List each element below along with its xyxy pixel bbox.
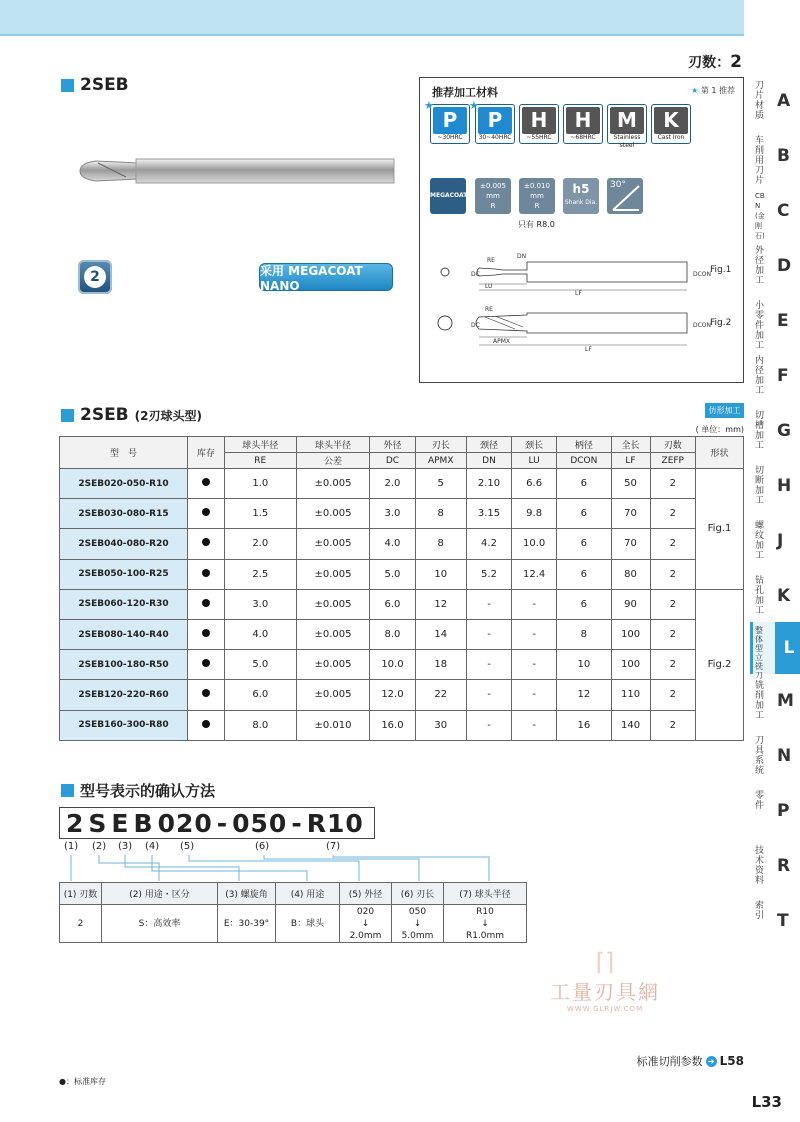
header-tol: 公差 xyxy=(296,453,370,469)
tab-m[interactable]: 铣削加工 M xyxy=(755,681,794,721)
stock-dot-icon xyxy=(202,599,210,607)
tab-f[interactable]: 内径加工 F xyxy=(755,356,789,396)
svg-text:RE: RE xyxy=(485,306,493,313)
header-zefp: ZEFP xyxy=(650,453,696,469)
header-re: RE xyxy=(224,453,296,469)
material-p-30-40: ★ P 30~40HRC xyxy=(475,104,515,144)
stock-dot-icon xyxy=(202,689,210,697)
helix-angle-icon: 30° xyxy=(607,178,643,214)
tab-d[interactable]: 外径加工 D xyxy=(755,246,792,286)
stock-dot-icon xyxy=(202,478,210,486)
tolerance-010-icon: ±0.010 mm R xyxy=(519,178,555,214)
star-icon: ★ xyxy=(691,86,699,95)
section-square-icon xyxy=(61,409,74,422)
fig1-drawing xyxy=(435,246,715,296)
table-row: 2SEB060-120-R30 3.0 ±0.005 6.0 12 - - 6 90 2 Fig.2 xyxy=(60,589,744,619)
svg-text:LF: LF xyxy=(575,290,582,296)
table-row: 2SEB020-050-R10 1.0 ±0.005 2.0 5 2.10 6.6 6 50 2 Fig.1 xyxy=(60,469,744,499)
materials-box xyxy=(419,77,744,383)
star-icon: ★ xyxy=(469,99,479,112)
megacoat-label: 采用 MEGACOAT NANO xyxy=(259,263,393,291)
tab-t[interactable]: 索引 T xyxy=(755,901,789,931)
stock-dot-icon xyxy=(202,538,210,546)
fig2-drawing xyxy=(435,303,715,353)
stock-dot-icon xyxy=(202,659,210,667)
code-index: (2) xyxy=(92,841,107,852)
svg-text:DCON: DCON xyxy=(693,322,712,329)
table-row: 2SEB040-080-R20 2.0 ±0.005 4.0 8 4.2 10.0 6 70 2 xyxy=(60,529,744,559)
code-index: (1) xyxy=(64,841,79,852)
materials-title: 推荐加工材料 xyxy=(432,86,498,99)
tool-illustration xyxy=(78,153,396,189)
code-connectors xyxy=(59,853,529,883)
header-shape: 形状 xyxy=(696,437,744,469)
code-index: (3) xyxy=(118,841,133,852)
tab-p[interactable]: 零件 P xyxy=(755,791,790,821)
code-index: (5) xyxy=(180,841,195,852)
stock-dot-icon xyxy=(202,569,210,577)
stock-legend: ●：标准库存 xyxy=(59,1077,106,1086)
star-icon: ★ xyxy=(424,99,434,112)
unit-note: ( 单位：mm) xyxy=(695,425,744,434)
header-dcon: DCON xyxy=(557,453,611,469)
tolerance-005-icon: ±0.005 mm R xyxy=(475,178,511,214)
cutting-params-link[interactable]: 标准切削参数 ➔ L58 xyxy=(636,1054,744,1068)
table-row: 2SEB120-220-R60 6.0 ±0.005 12.0 22 - - 12 110 2 xyxy=(60,680,744,710)
tab-n[interactable]: 刀具系统 N xyxy=(755,736,792,776)
svg-text:LF: LF xyxy=(585,346,592,353)
svg-text:DC: DC xyxy=(471,271,480,278)
tab-l[interactable]: 整体型立铣刀 L xyxy=(750,622,800,674)
code-table: (1) 刃数 (2) 用途・区分 (3) 螺旋角 (4) 用途 (5) 外径 (6) 刃长 (7) 球头半径 2 S：高效率 E：30-39° B：球头 020 ↓ 2.0mm 050 ↓ 5.0mm R10 ↓ R1.0mm xyxy=(59,882,527,943)
header-lf-cn: 全长 xyxy=(611,437,650,453)
watermark: ⌈⌉ 工量刃具網 WWW.GLRJW.COM xyxy=(540,948,670,1013)
spec-table xyxy=(59,436,744,741)
svg-text:DCON: DCON xyxy=(693,271,712,278)
material-k-cast-iron: K Cast Iron xyxy=(651,104,691,144)
blades-count: 刃数：2 xyxy=(688,52,742,72)
tab-k[interactable]: 钻孔加工 K xyxy=(755,576,791,616)
tab-c[interactable]: CBN (金刚石) C xyxy=(755,192,790,240)
header-dc-cn: 外径 xyxy=(370,437,415,453)
svg-text:DC: DC xyxy=(471,322,480,329)
shape-fig2: Fig.2 xyxy=(696,589,744,740)
tab-j[interactable]: 螺纹加工 J xyxy=(755,521,784,561)
header-apmx: APMX xyxy=(415,453,466,469)
only-r8-note: 只有 R8.0 xyxy=(518,220,555,229)
code-index: (6) xyxy=(255,841,270,852)
header-dc: DC xyxy=(370,453,415,469)
section-square-icon xyxy=(61,784,74,797)
header-zefp-cn: 刃数 xyxy=(650,437,696,453)
shape-fig1: Fig.1 xyxy=(696,469,744,590)
section-square-icon xyxy=(61,79,74,92)
tab-b[interactable]: 车削用刀片 B xyxy=(755,136,790,186)
spec-title: 2SEB (2刃球头型) xyxy=(61,405,202,425)
header-tol-cn: 球头半径 xyxy=(296,437,370,453)
header-lu: LU xyxy=(512,453,557,469)
header-dn-cn: 颈径 xyxy=(466,437,511,453)
header-dn: DN xyxy=(466,453,511,469)
material-p-30: ★ P ~30HRC xyxy=(430,104,470,144)
header-re-cn: 球头半径 xyxy=(224,437,296,453)
header-apmx-cn: 刃长 xyxy=(415,437,466,453)
stock-dot-icon xyxy=(202,720,210,728)
code-index: (7) xyxy=(326,841,341,852)
material-m-stainless: M Stainless steel xyxy=(607,104,647,144)
table-row: 2SEB080-140-R40 4.0 ±0.005 8.0 14 - - 8 100 2 xyxy=(60,619,744,649)
code-title: 型号表示的确认方法 xyxy=(61,780,215,801)
svg-text:APMX: APMX xyxy=(493,338,511,345)
header-model: 型 号 xyxy=(60,437,188,469)
table-row: 2SEB160-300-R80 8.0 ±0.010 16.0 30 - - 16 140 2 xyxy=(60,710,744,740)
header-lu-cn: 颈长 xyxy=(512,437,557,453)
stock-dot-icon xyxy=(202,508,210,516)
tab-h[interactable]: 切断加工 H xyxy=(755,466,792,506)
fig1-label: Fig.1 xyxy=(710,265,732,275)
header-stock: 库存 xyxy=(188,437,225,469)
svg-text:RE: RE xyxy=(487,257,495,264)
tab-a[interactable]: 刀片材质 A xyxy=(755,81,791,121)
fig2-label: Fig.2 xyxy=(710,318,732,328)
watermark-logo-icon: ⌈⌉ xyxy=(595,948,615,976)
material-h-55: H ~55HRC xyxy=(519,104,559,144)
table-row: 2SEB100-180-R50 5.0 ±0.005 10.0 18 - - 10 100 2 xyxy=(60,650,744,680)
tab-g[interactable]: 切槽加工 G xyxy=(755,411,791,451)
top-band xyxy=(0,0,744,36)
svg-text:LU: LU xyxy=(485,283,493,290)
model-code: 2 S E B 020 - 050 - R10 xyxy=(59,807,375,839)
table-row: 2SEB050-100-R25 2.5 ±0.005 5.0 10 5.2 12.4 6 80 2 xyxy=(60,559,744,589)
stock-dot-icon xyxy=(202,629,210,637)
recommend-note: ★ 第 1 推荐 xyxy=(691,86,735,95)
tab-r[interactable]: 技术资料 R xyxy=(755,846,791,886)
flute-count-badge: 2 xyxy=(78,260,112,294)
profile-machining-tag: 仿形加工 xyxy=(705,403,744,418)
product-title: 2SEB xyxy=(61,75,129,95)
code-index: (4) xyxy=(145,841,160,852)
header-dcon-cn: 柄径 xyxy=(557,437,611,453)
megacoat-nano-icon: MEGACOAT NANO xyxy=(430,178,466,214)
header-lf: LF xyxy=(611,453,650,469)
svg-text:DN: DN xyxy=(517,253,527,260)
table-row: 2SEB030-080-R15 1.5 ±0.005 3.0 8 3.15 9.8 6 70 2 xyxy=(60,499,744,529)
tab-e[interactable]: 小零件加工 E xyxy=(755,301,789,351)
material-h-68: H ~68HRC xyxy=(563,104,603,144)
h5-shank-icon: h5 Shank Dia. xyxy=(563,178,599,214)
arrow-right-icon: ➔ xyxy=(706,1056,717,1067)
page-number: L33 xyxy=(751,1093,782,1111)
